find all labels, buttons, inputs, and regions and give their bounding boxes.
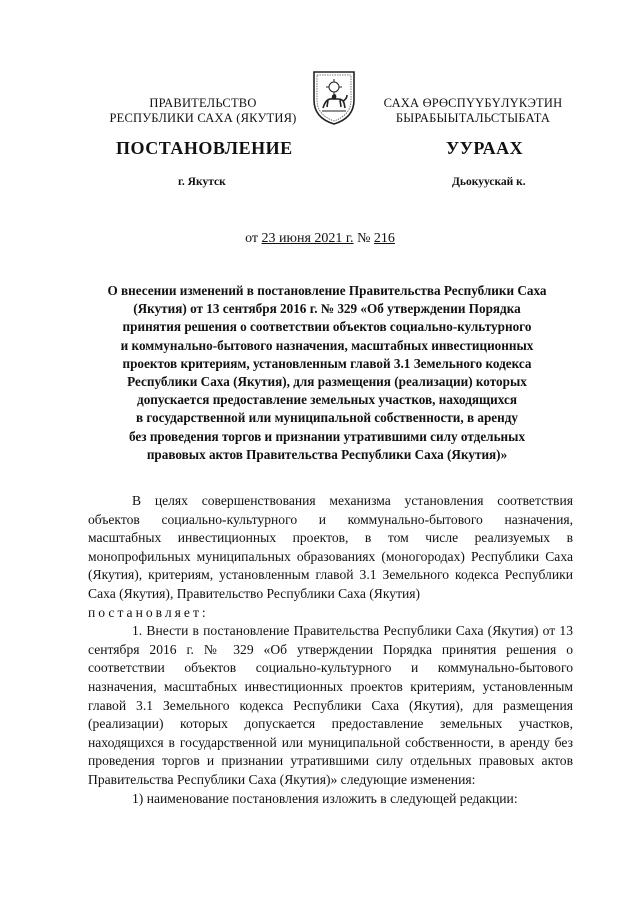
doc-type-yakut: УУРААХ [446, 138, 524, 158]
city-russian: г. Якутск [178, 176, 226, 188]
issuer-yakut-line1: САХА ӨРӨСПҮҮБҮЛҮКЭТИН [383, 96, 563, 110]
date-prefix: от [245, 231, 259, 246]
date-number-line [0, 231, 640, 247]
preamble-paragraph: В целях совершенствования механизма установления соответствия объектов социально-культурного и коммунально-бытового назначения, масштабных инвестиционных проектов, в том числе реализуемых в монопрофильных муниципальных образованиях (моногородах) Республики Саха (Якутия), критериям, установленным главой 3.1 Земельного кодекса Республики Саха (Якутия), Правительство Республики Саха (Якутия) [88, 493, 573, 601]
issuer-yakut [358, 96, 588, 126]
city-yakut: Дьокуускай к. [452, 176, 526, 188]
title-line: принятия решения о соответствии объектов социально-культурного [122, 319, 532, 335]
title-line: без проведения торгов и признании утратившими силу отдельных [128, 428, 526, 444]
number-sign: № [357, 231, 371, 246]
decree-word: постановляет: [88, 604, 209, 620]
title-line: в государственной или муниципальной собственности, в аренду [135, 410, 519, 426]
document-title [62, 282, 592, 464]
title-line: правовых актов Правительства Республики Саха (Якутия)» [146, 446, 508, 462]
issuer-yakut-line2: БЫРАБЫЫТАЛЬСТЫБАТА [395, 111, 551, 125]
title-line: О внесении изменений в постановление Правительства Республики Саха [107, 283, 547, 298]
subclause-1-paragraph: 1) наименование постановления изложить в следующей редакции: [132, 790, 518, 806]
coat-of-arms-emblem [312, 70, 356, 126]
issuer-russian-line2: РЕСПУБЛИКИ САХА (ЯКУТИЯ) [109, 111, 297, 125]
title-line: и коммунально-бытового назначения, масштабных инвестиционных [120, 337, 534, 353]
title-line: (Якутия) от 13 сентября 2016 г. № 329 «Об утверждении Порядка [133, 301, 521, 317]
document-body [88, 492, 573, 808]
title-line: Республики Саха (Якутия), для размещения (реализации) которых [127, 374, 527, 390]
clause-1-paragraph: 1. Внести в постановление Правительства Республики Саха (Якутия) от 13 сентября 2016 г. № 329 «Об утверждении Порядка принятия решения о соответствии объектов социально-культурного и коммунально-бытового назначения, масштабных инвестиционных проектов критериям, установленным главой 3.1 Земельного кодекса Республики Саха (Якутия), для размещения (реализации) которых допускается предоставление земельных участков, находящихся в государственной или муниципальной собственности, в аренду без проведения торгов и признании утратившими силу отдельных правовых актов Правительства Республики Саха (Якутия)» следующие изменения: [88, 623, 573, 787]
issuer-russian [88, 96, 318, 126]
document-date: 23 июня 2021 г. [261, 231, 354, 246]
document-number: 216 [373, 231, 395, 246]
title-line: допускается предоставление земельных участков, находящихся [137, 392, 517, 408]
doc-type-russian: ПОСТАНОВЛЕНИЕ [116, 138, 293, 158]
issuer-russian-line1: ПРАВИТЕЛЬСТВО [149, 96, 257, 110]
title-line: проектов критериям, установленным главой 3.1 Земельного кодекса [122, 355, 532, 371]
